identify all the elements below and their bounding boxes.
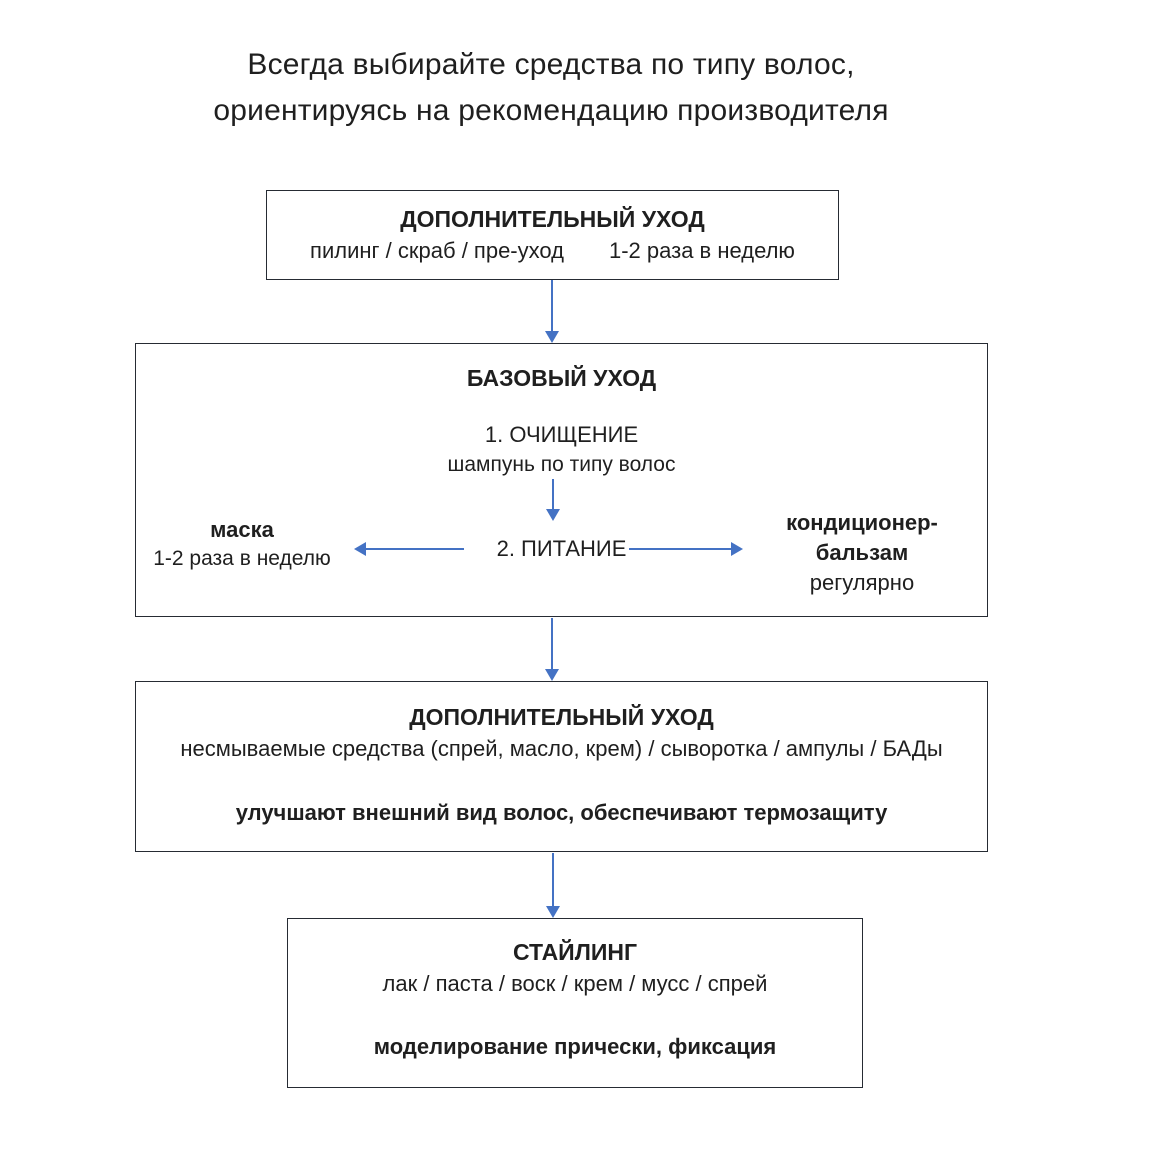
mask-label: маска [210,517,274,542]
conditioner-label-line2: бальзам [815,540,909,565]
arrow-head [546,509,560,521]
page-title [0,42,1102,134]
box-header: ДОПОЛНИТЕЛЬНЫЙ УХОД [409,704,714,730]
arrow-shaft [552,479,554,511]
arrow-down-icon [545,280,559,343]
step1-subtitle: шампунь по типу волос [447,453,676,476]
step1-title: 1. ОЧИЩЕНИЕ [484,422,639,447]
box-styling [287,918,863,1088]
extra-care-items: несмываемые средства (спрей, масло, крем) / сыворотка / ампулы / БАДы [180,736,943,761]
pre-care-frequency: 1-2 раза в неделю [608,238,795,263]
arrow-shaft [629,548,733,550]
arrow-down-icon [546,853,560,918]
arrow-head [546,906,560,918]
styling-note: моделирование прически, фиксация [373,1034,777,1059]
arrow-shaft [551,280,553,333]
conditioner-frequency: регулярно [809,570,915,595]
arrow-right-icon [629,542,743,556]
pre-care-items: пилинг / скраб / пре-уход [310,238,564,263]
arrow-head [731,542,743,556]
box-header: БАЗОВЫЙ УХОД [466,365,657,391]
box-header: ДОПОЛНИТЕЛЬНЫЙ УХОД [400,206,705,232]
arrow-head [545,331,559,343]
conditioner-label-line1: кондиционер- [786,510,938,535]
page-title-line1: Всегда выбирайте средства по типу волос, [247,48,855,81]
page-title-line2: ориентируясь на рекомендацию производителя [213,94,889,127]
styling-items: лак / паста / воск / крем / мусс / спрей [382,971,768,996]
box-base-care [135,343,988,617]
extra-care-note: улучшают внешний вид волос, обеспечивают термозащиту [235,800,888,825]
box-additional-care-bottom [135,681,988,852]
box-header: СТАЙЛИНГ [512,939,638,965]
arrow-head [545,669,559,681]
box-body-row [267,236,838,266]
mask-frequency: 1-2 раза в неделю [153,547,331,570]
step2-title: 2. ПИТАНИЕ [496,536,627,561]
arrow-shaft [552,853,554,908]
box-additional-care-top [266,190,839,280]
arrow-shaft [551,618,553,671]
arrow-down-icon [545,618,559,681]
arrow-down-icon [546,479,560,521]
